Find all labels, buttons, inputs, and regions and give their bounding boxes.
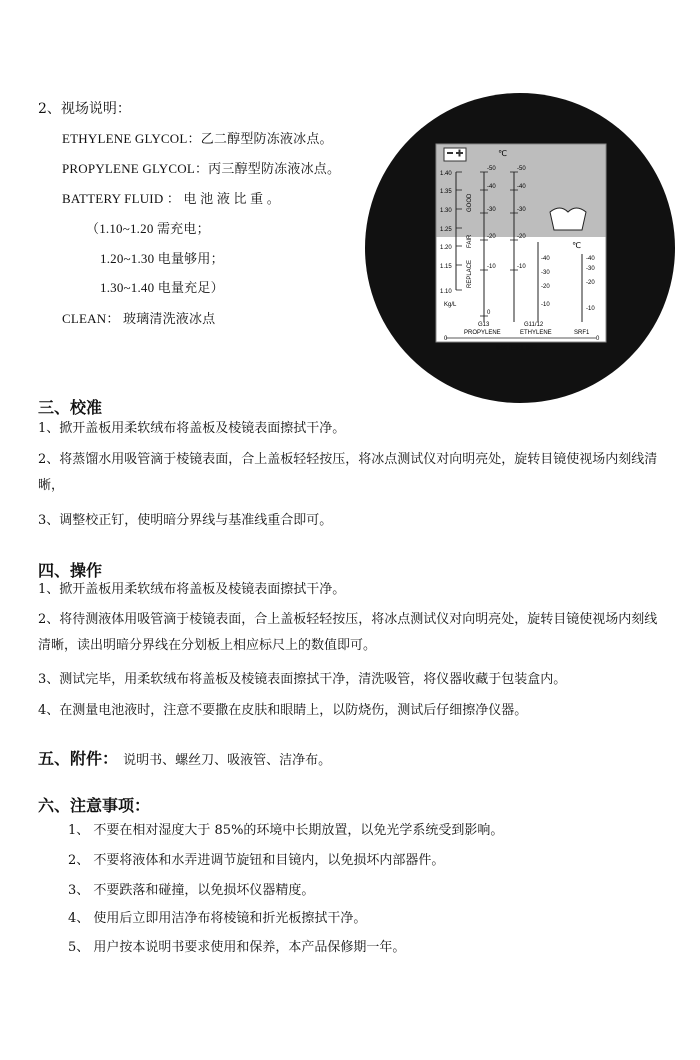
srf-tick: -10 bbox=[586, 306, 595, 312]
eth-tick: -40 bbox=[541, 256, 550, 262]
notice-item: 4、 使用后立即用洁净布将棱镜和折光板擦拭干净。 bbox=[68, 911, 367, 926]
ethylene-label: ETHYLENE bbox=[520, 330, 552, 336]
calib-item-1: 1、掀开盖板用柔软绒布将盖板及棱镜表面擦拭干净。 bbox=[38, 421, 346, 436]
battery-range-3: 1.30~1.40 电量充足） bbox=[100, 280, 224, 295]
propylene-desc: PROPYLENE GLYCOL：丙三醇型防冻液冰点。 bbox=[62, 161, 341, 176]
section5-row bbox=[38, 746, 331, 769]
mid-tick: -50 bbox=[487, 166, 496, 172]
eth-tick: -30 bbox=[541, 270, 550, 276]
accessories-text: 说明书、螺丝刀、吸液管、洁净布。 bbox=[123, 753, 332, 768]
g1112-label: G11/12 bbox=[524, 322, 544, 328]
eth-tick: -20 bbox=[541, 284, 550, 290]
section3-heading: 三、校准 bbox=[38, 398, 103, 417]
mid-tick: 0 bbox=[487, 310, 491, 316]
calib-item-2: 2、将蒸馏水用吸管滴于棱镜表面，合上盖板轻轻按压，将冰点测试仪对向明亮处，旋转目镜使视场内刻线清晰， bbox=[38, 452, 658, 493]
op-item-1: 1、掀开盖板用柔软绒布将盖板及棱镜表面擦拭干净。 bbox=[38, 582, 346, 597]
mid-tick: -20 bbox=[487, 234, 496, 240]
mid-tick: -40 bbox=[487, 184, 496, 190]
prop-tick: -40 bbox=[517, 184, 526, 190]
notice-item: 2、 不要将液体和水弄进调节旋钮和目镜内，以免损坏内部器件。 bbox=[68, 853, 445, 868]
notice-item: 1、 不要在相对湿度大于 85%的环境中长期放置，以免光学系统受到影响。 bbox=[68, 823, 504, 838]
notice-item: 3、 不要跌落和碰撞，以免损坏仪器精度。 bbox=[68, 883, 315, 898]
celsius-left: ℃ bbox=[498, 149, 507, 158]
waterline-label: WATERLINE bbox=[496, 345, 537, 352]
op-item-4: 4、在测量电池液时，注意不要撒在皮肤和眼睛上，以防烧伤，测试后仔细擦净仪器。 bbox=[38, 703, 528, 718]
op-item-3: 3、测试完毕，用柔软绒布将盖板及棱镜表面擦拭干净，清洗吸管，将仪器收藏于包装盒内。 bbox=[38, 672, 567, 687]
kgl-label: Kg/L bbox=[444, 302, 457, 308]
battery-range-2: 1.20~1.30 电量够用； bbox=[100, 251, 224, 266]
notice-item: 5、 用户按本说明书要求使用和保养，本产品保修期一年。 bbox=[68, 940, 406, 955]
sg-tick: 1.15 bbox=[440, 264, 452, 270]
op-item-2: 2、将待测液体用吸管滴于棱镜表面，合上盖板轻轻按压，将冰点测试仪对向明亮处，旋转目镜使视场内刻线清晰，读出明暗分界线在分划板上相应标尺上的数值即可。 bbox=[38, 612, 658, 653]
srf-tick: -20 bbox=[586, 280, 595, 286]
zero-left: 0 bbox=[444, 336, 448, 342]
section2-heading: 2、视场说明： bbox=[38, 101, 131, 117]
g13-label: G13 bbox=[478, 322, 490, 328]
clean-desc: CLEAN： 玻璃清洗液冰点 bbox=[62, 311, 216, 326]
zero-right: 0 bbox=[596, 336, 600, 342]
fair-label: FAIR bbox=[467, 234, 473, 248]
replace-label: REPLACE bbox=[467, 259, 473, 288]
sg-tick: 1.40 bbox=[440, 171, 452, 177]
srf1-label: SRF1 bbox=[574, 330, 590, 336]
section5-heading: 五、附件： bbox=[38, 749, 119, 768]
section4-heading: 四、操作 bbox=[38, 561, 103, 580]
battery-desc: BATTERY FLUID ： 电 池 液 比 重 。 bbox=[62, 191, 280, 206]
battery-range-1: （1.10~1.20 需充电； bbox=[86, 221, 210, 236]
calib-item-3: 3、调整校正钉，使明暗分界线与基准线重合即可。 bbox=[38, 513, 333, 528]
prop-tick: -20 bbox=[517, 234, 526, 240]
eth-tick: -10 bbox=[541, 302, 550, 308]
battery-icon bbox=[444, 148, 466, 161]
section6-heading: 六、注意事项： bbox=[38, 796, 151, 815]
propylene-label: PROPYLENE bbox=[464, 330, 501, 336]
srf-tick: -30 bbox=[586, 266, 595, 272]
celsius-right: ℃ bbox=[572, 241, 581, 250]
mid-tick: -10 bbox=[487, 264, 496, 270]
sg-tick: 1.20 bbox=[440, 245, 452, 251]
sg-tick: 1.35 bbox=[440, 189, 452, 195]
good-label: GOOD bbox=[467, 193, 473, 212]
srf-tick: -40 bbox=[586, 256, 595, 262]
prop-tick: -50 bbox=[517, 166, 526, 172]
prop-tick: -30 bbox=[517, 207, 526, 213]
sg-tick: 1.25 bbox=[440, 227, 452, 233]
ethylene-desc: ETHYLENE GLYCOL：乙二醇型防冻液冰点。 bbox=[62, 131, 333, 146]
sg-tick: 1.10 bbox=[440, 289, 452, 295]
mid-tick: -30 bbox=[487, 207, 496, 213]
refractometer-view bbox=[360, 92, 680, 404]
prop-tick: -10 bbox=[517, 264, 526, 270]
sg-tick: 1.30 bbox=[440, 208, 452, 214]
